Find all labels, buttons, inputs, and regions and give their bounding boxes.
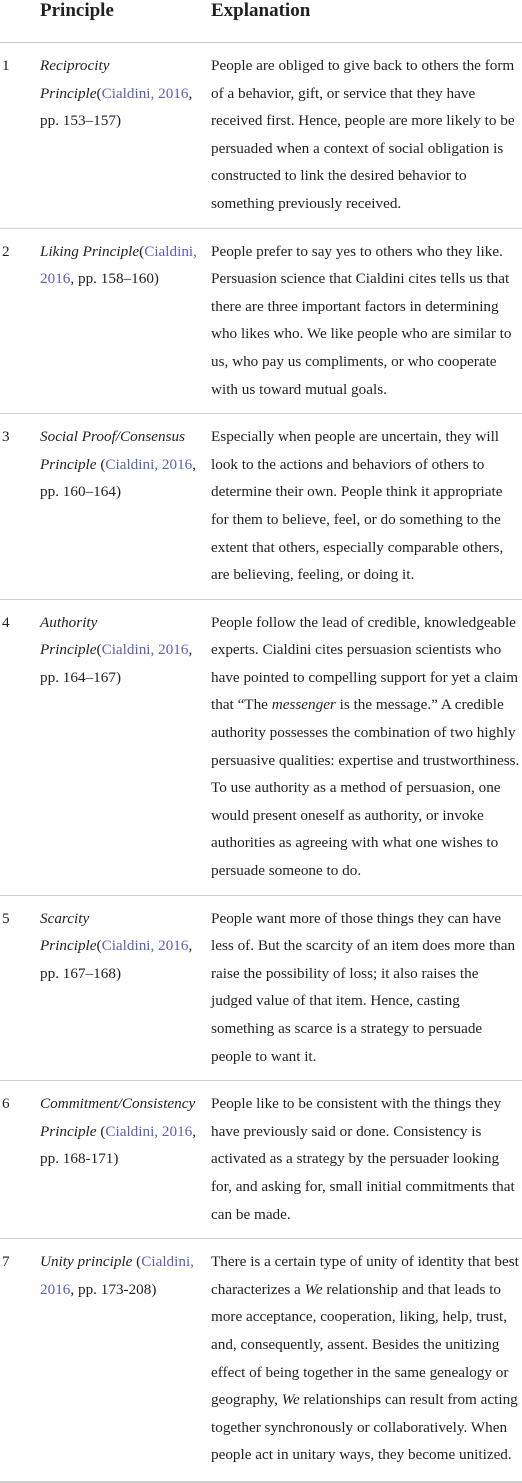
citation-open: ( [132,1253,142,1271]
citation-pages: , pp. 173-208) [70,1280,157,1298]
principle-name: Authority Principle [40,613,98,659]
citation-link[interactable]: Cialdini, 2016 [40,1253,194,1298]
header-number-cell [0,0,40,43]
citation-pages: , pp. 168-171) [40,1122,197,1168]
citation-pages: , pp. 160–164) [40,455,197,501]
explanation-text: People follow the lead of credible, knowledgeable experts. Cialdini cites persuasion scientists who have pointed to compelling support for yet a claim that “The [211,613,519,714]
principle-cell [40,895,211,1081]
principle-cell [40,1239,211,1482]
citation-open: ( [139,242,145,260]
row-number: 1 [0,43,40,229]
explanation-text: relationship and that leads to more acceptance, cooperation, liking, help, trust, and, consequently, assent. Besides the unitizing effect of being together in the same genealogy or geography, [211,1280,509,1409]
principle-name: Unity principle [40,1253,133,1271]
explanation-text: is the message.” A credible authority possesses the combination of two highly persuasive qualities: expertise and trustworthiness. To use authority as a method of persuasion, one would present oneself as authority, or invoke authorities as agreeing with what one wishes to persuade someone to do. [211,696,520,880]
principle-name: Scarcity Principle [40,909,97,955]
principle-cell [40,414,211,600]
explanation-text: There is a certain type of unity of identity that best characterizes a [211,1253,519,1298]
explanation-text: relationships can result from acting together synchronously or collaboratively. When people act in unitary ways, they become unitized. [211,1391,518,1464]
citation-open: ( [96,84,102,102]
citation-link[interactable]: Cialdini, 2016 [101,84,189,102]
explanation-emphasis: messenger [271,696,336,714]
header-row [0,0,522,43]
citation-link[interactable]: Cialdini, 2016 [101,937,189,955]
principle-cell [40,228,211,414]
citation-pages: , pp. 153–157) [40,84,193,130]
table-row [0,414,522,600]
citation-link[interactable]: Cialdini, 2016 [40,242,197,288]
explanation-cell: People prefer to say yes to others who they like. Persuasion science that Cialdini cites tells us that there are three important factors in determining who likes who. We like people who are similar to us, who pay us compliments, or who cooperate with us toward mutual goals. [211,228,522,414]
principle-name: Commitment/Consistency Principle [40,1095,196,1140]
table-row [0,1239,522,1482]
explanation-cell: Especially when people are uncertain, they will look to the actions and behaviors of others to determine their own. People think it appropriate for them to believe, feel, or do something to the extent that others, especially comparable others, are believing, feeling, or doing it. [211,414,522,600]
principle-cell [40,43,211,229]
explanation-emphasis: We [304,1280,323,1298]
table-row [0,895,522,1081]
citation-pages: , pp. 167–168) [40,937,193,982]
principle-name: Liking Principle [40,242,140,260]
row-number: 5 [0,895,40,1081]
header-principle: Principle [40,0,211,43]
table-row [0,1081,522,1239]
table-row [0,228,522,414]
table-body [0,43,522,1482]
row-number: 3 [0,414,40,600]
table-header [0,0,522,43]
explanation-cell: People are obliged to give back to others the form of a behavior, gift, or service that they have received first. Hence, people are more likely to be persuaded when a context of social obligation is constructed to link the desired behavior to something previously received. [211,43,522,229]
header-explanation: Explanation [211,0,522,43]
row-number: 4 [0,599,40,895]
row-number: 6 [0,1081,40,1239]
explanation-cell: People like to be consistent with the things they have previously said or done. Consistency is activated as a strategy by the persuader looking for, and asking for, small initial commitments that can be made. [211,1081,522,1239]
citation-link[interactable]: Cialdini, 2016 [105,455,193,473]
table-row [0,599,522,895]
citation-open: ( [96,1122,106,1140]
principle-name: Social Proof/Consensus Principle [40,428,185,473]
citation-open: ( [96,641,102,659]
citation-open: ( [96,455,106,473]
explanation-cell [211,1239,522,1482]
explanation-cell: People want more of those things they can have less of. But the scarcity of an item does more than raise the possibility of loss; it also raises the judged value of that item. Hence, casting something as scarce is a strategy to persuade people to want it. [211,895,522,1081]
row-number: 7 [0,1239,40,1482]
citation-pages: , pp. 164–167) [40,641,193,686]
table-row [0,43,522,229]
principle-cell [40,599,211,895]
explanation-cell [211,599,522,895]
citation-pages: , pp. 158–160) [70,270,159,288]
principle-cell [40,1081,211,1239]
explanation-emphasis: We [281,1391,300,1409]
citation-open: ( [96,937,102,955]
citation-link[interactable]: Cialdini, 2016 [105,1122,193,1140]
citation-link[interactable]: Cialdini, 2016 [101,641,189,659]
row-number: 2 [0,228,40,414]
principle-name: Reciprocity Principle [40,57,110,102]
